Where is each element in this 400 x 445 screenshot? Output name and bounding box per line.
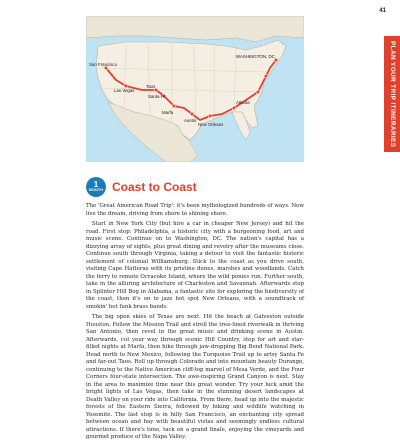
west-leg-paragraph: The big open skies of Texas are next. Hit the beach at Galveston outside Houston. Follow the Mission Trail and stroll the tree-lined riverwalk in thriving San Antonio, then revel in the great music and drinking scene in Austin. Afterwards, cut your way through scenic Hill Country, stop for art and star-filled nights at Marfa, then hike through jaw-dropping Big Bend National Park. Head north to New Mexico, following the Turquoise Trail up to artsy Santa Fe and far-out Taos. Roll up through Colorado and into mountain beauty Durango, continuing to the Native American cliff-top marvel of Mesa Verde, and the Four Corners four-state intersection. The awe-inspiring Grand Canyon is next. Stay in the area to maximize time near this great wonder. Try your luck amid the bright lights of Las Vegas, then take in the stunning desert landscapes at Death Valley on your ride into California. From there, head up into the majestic forests of the Eastern Sierra, followed by hiking and wildlife watching in Yosemite. The last stop is in hilly San Francisco, an enchanting city spread between ocean and bay with beautiful vistas and seemingly endless cultural attractions. If there's time, tack on a grand finale, enjoying the vineyards and gourmet produce of the Napa Valley. [86,314,304,440]
page-number: 41 [379,8,386,14]
itinerary-title: Coast to Coast [112,180,197,194]
duration-unit: MONTH [88,188,104,193]
label-washington-dc: WASHINGTON, DC [236,54,275,59]
label-austin: Austin [184,118,197,123]
label-las-vegas: Las Vegas [114,88,135,93]
duration-badge [86,177,106,197]
route-map [86,16,304,162]
east-leg-paragraph: Start in New York City (but hire a car in cheaper New Jersey) and hit the road. First stop: Philadelphia, a historic city with a burgeoning food, art and music scene. Continue on to Washington, DC. The nation's capital has a dizzying array of sights, plus great dining and revelry after the museums close. Continue south through Virginia, taking a detour to visit the fantastic historic settlement of colonial Williamsburg. Stick to the coast as you drive south, visiting Cape Hatteras with its pristine dunes, marshes and woodlands. Catch the ferry to remote Ocracoke Island, where the wild ponies run. Further south, take in the alluring architecture of Charleston and Savannah. Afterwards stop in Splinter Hill Bog in Alabama, a fantastic site for exploring the biodiversity of the coast, then it's on to jazz hot spot New Orleans, with a soundtrack of smokin' hot funk brass bands. [86,221,304,310]
duration-number: 1 [93,180,99,190]
section-tab-label: PLAN YOUR TRIP ITINERARIES [389,40,396,148]
label-taos: Taos [146,84,156,89]
label-atlanta: Atlanta [236,100,250,105]
label-marfa: Marfa [162,110,174,115]
itinerary-body [86,203,304,445]
usa-map-svg [86,16,304,162]
label-santa-fe: Santa Fe [148,94,166,99]
itinerary-header [86,175,197,199]
section-tab [384,36,400,152]
label-san-francisco: San Francisco [89,62,118,67]
label-new-orleans: New Orleans [198,122,224,127]
intro-paragraph: The 'Great American Road Trip': it's been mythologized hundreds of ways. Now live the dream, driving from shore to shining shore. [86,203,304,217]
